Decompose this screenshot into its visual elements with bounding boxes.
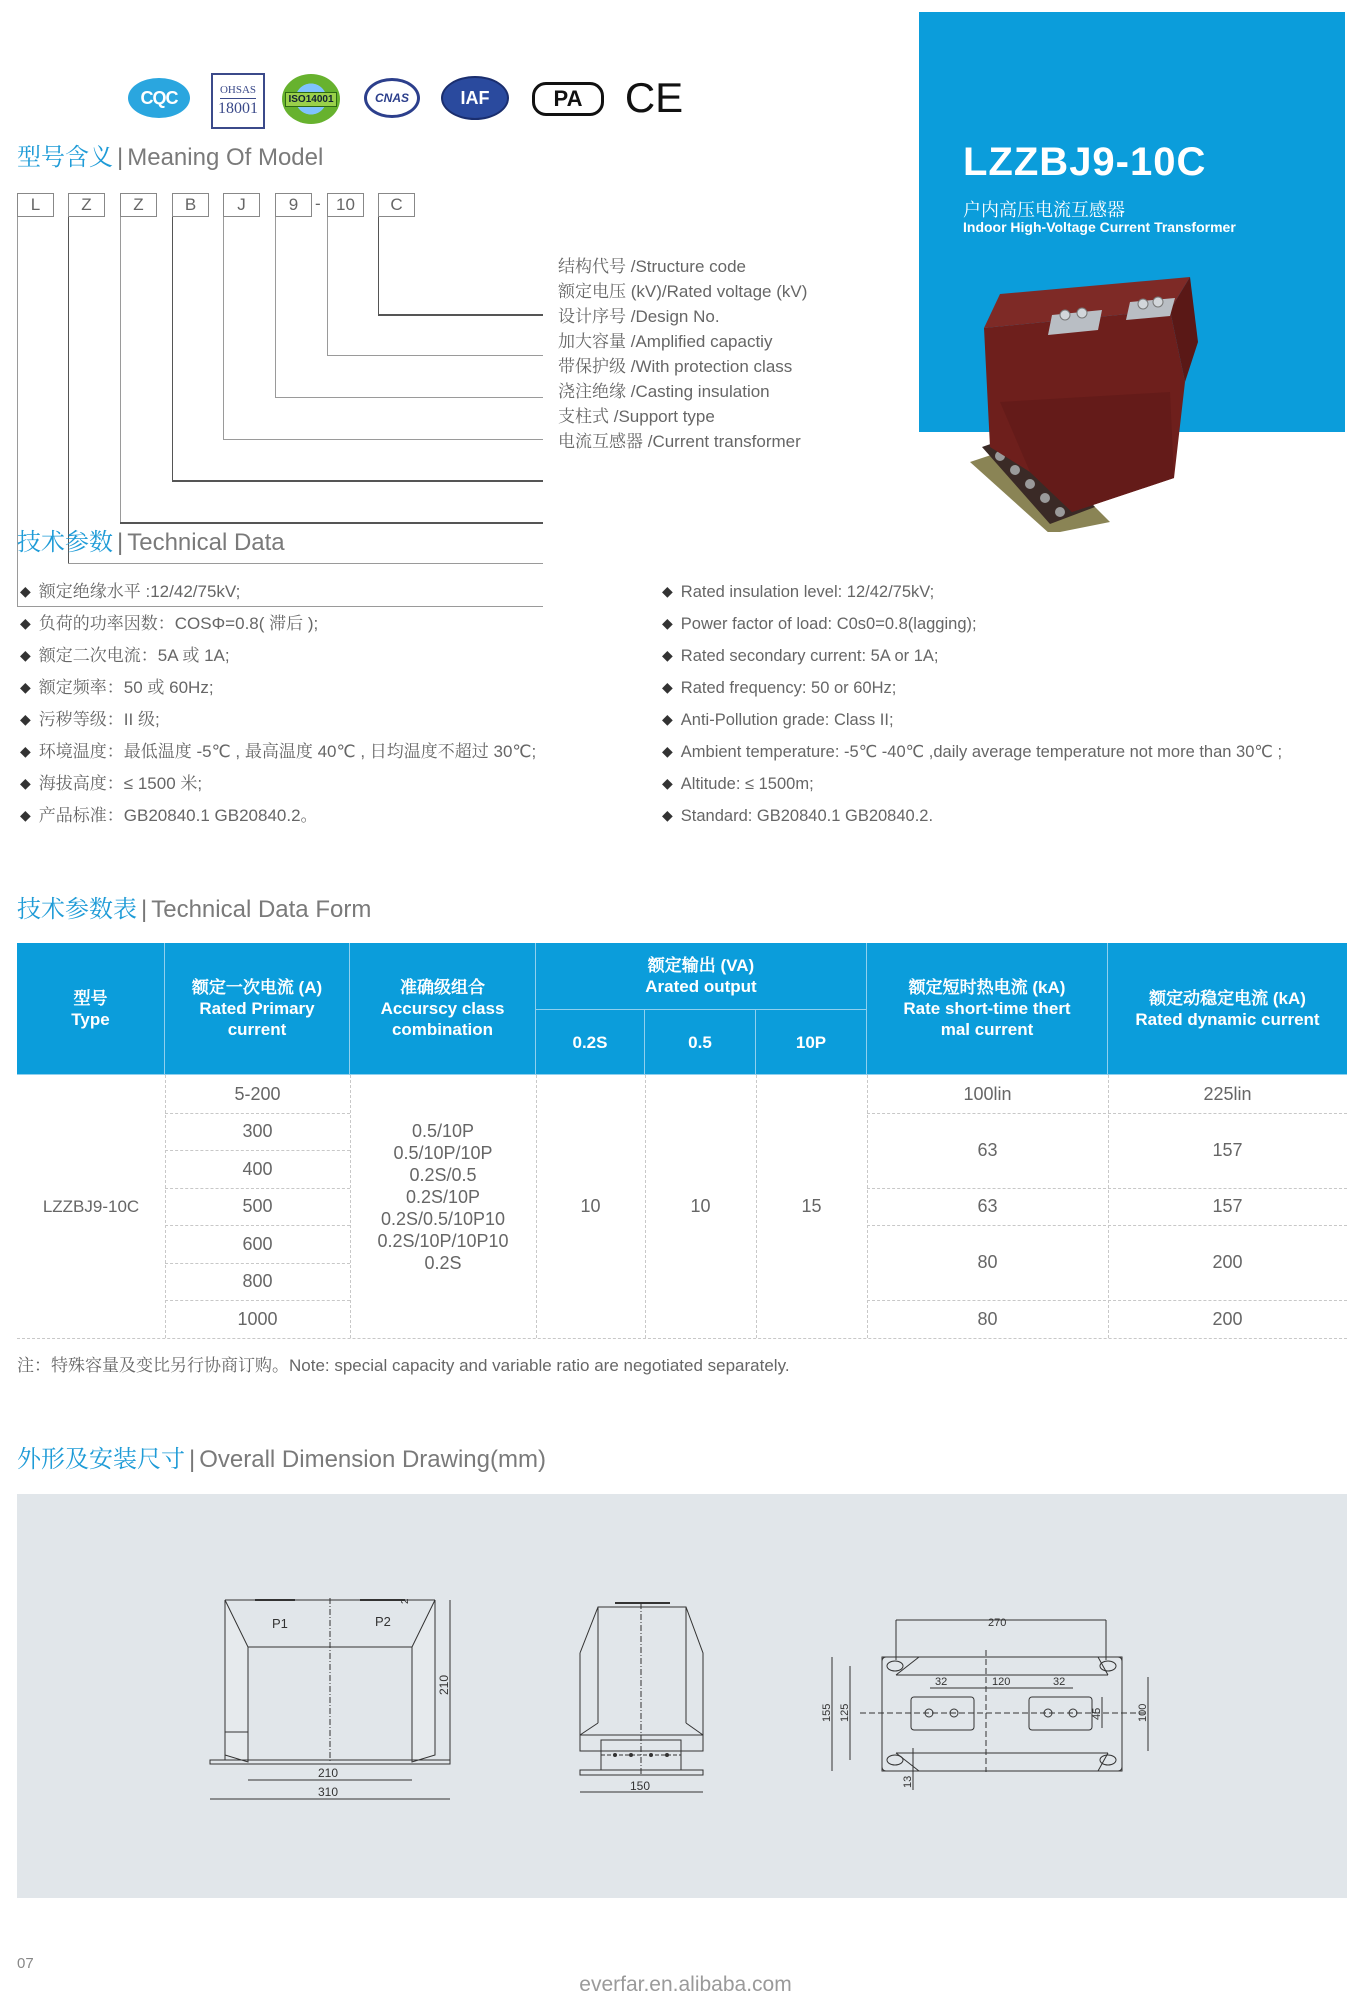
cell-thermal-current: 100lin: [963, 1083, 1012, 1104]
section-title-data-form: 技术参数表 | Technical Data Form: [17, 896, 372, 923]
diamond-bullet-icon: ◆: [20, 711, 31, 727]
header-output-10p: 10P: [756, 1010, 867, 1075]
spec-item: ◆ 污秽等级：II 级;: [20, 710, 160, 729]
leader-line: [223, 217, 224, 440]
leader-line: [172, 480, 543, 482]
callout-structure-code: 结构代号 /Structure code: [558, 257, 747, 276]
svg-text:32: 32: [1053, 1676, 1066, 1688]
cell-primary-current: 800: [242, 1271, 273, 1291]
leader-line: [68, 563, 543, 564]
svg-text:2: 2: [400, 1598, 411, 1604]
cell-output-02s: 10: [580, 1196, 601, 1216]
diamond-bullet-icon: ◆: [20, 807, 31, 823]
cell-primary-current: 300: [242, 1121, 273, 1141]
cell-primary-current: 400: [242, 1158, 273, 1179]
code-letter-z: Z: [120, 193, 157, 217]
leader-line: [327, 217, 328, 356]
spec-item: ◆ 额定二次电流：5A 或 1A;: [20, 646, 230, 665]
diamond-bullet-icon: ◆: [662, 775, 673, 791]
base-view-drawing: [800, 1600, 1180, 1800]
ce-logo: CE: [624, 74, 684, 121]
header-type: 型号 Type: [17, 943, 165, 1075]
header-thermal-current: 额定短时热电流 (kA) Rate short-time thert mal current: [867, 943, 1108, 1075]
leader-line: [275, 217, 276, 398]
diamond-bullet-icon: ◆: [662, 711, 673, 727]
diamond-bullet-icon: ◆: [662, 743, 673, 759]
cell-type: LZZBJ9-10C: [42, 1196, 140, 1216]
callout-casting-insulation: 浇注绝缘 /Casting insulation: [558, 382, 770, 401]
iaf-logo: IAF: [441, 76, 509, 120]
cnas-logo: CNAS: [364, 78, 420, 118]
callout-current-transformer: 电流互感器 /Current transformer: [558, 432, 801, 451]
cell-primary-current: 500: [242, 1196, 273, 1216]
side-view-drawing: [575, 1595, 715, 1810]
diamond-bullet-icon: ◆: [662, 583, 673, 599]
diamond-bullet-icon: ◆: [20, 679, 31, 695]
callout-protection-class: 带保护级 /With protection class: [558, 357, 793, 376]
product-image: [960, 272, 1230, 532]
spec-item: ◆ Power factor of load: C0s0=0.8(lagging);: [662, 615, 977, 633]
diamond-bullet-icon: ◆: [662, 679, 673, 695]
callout-amplified-capacity: 加大容量 /Amplified capactiy: [558, 332, 773, 351]
cell-output-05: 10: [690, 1196, 711, 1216]
svg-text:125: 125: [839, 1703, 851, 1722]
diamond-bullet-icon: ◆: [20, 647, 31, 663]
cell-output-10p: 15: [801, 1196, 822, 1216]
diamond-bullet-icon: ◆: [20, 615, 31, 631]
leader-line: [378, 217, 379, 315]
table-note: 注：特殊容量及变比另行协商订购。Note: special capacity and variable ratio are negotiated separately.: [17, 1356, 790, 1375]
cell-primary-current: 5-200: [234, 1083, 281, 1104]
cell-accuracy-combinations: 0.5/10P 0.5/10P/10P 0.2S/0.5 0.2S/10P 0.2S/0.5/10P10 0.2S/10P/10P10 0.2S: [377, 1120, 509, 1273]
cell-thermal-current: 63: [977, 1196, 998, 1216]
spec-item: ◆ 海拔高度：≤ 1500 米;: [20, 774, 203, 793]
callout-rated-voltage: 额定电压 (kV)/Rated voltage (kV): [558, 282, 808, 301]
cqc-logo: CQC: [128, 78, 190, 118]
header-dynamic-current: 额定动稳定电流 (kA) Rated dynamic current: [1108, 943, 1347, 1075]
leader-line: [223, 439, 543, 440]
ohsas-logo: OHSAS 18001: [211, 73, 265, 129]
code-letter-l: L: [17, 193, 54, 217]
spec-item: ◆ Ambient temperature: -5℃ -40℃ ,daily average temperature not more than 30℃ ;: [662, 743, 1283, 761]
svg-text:210: 210: [318, 1766, 339, 1780]
code-dash: -: [315, 194, 321, 213]
callout-support-type: 支柱式 /Support type: [558, 407, 715, 426]
cell-dynamic-current: 157: [1212, 1196, 1243, 1216]
product-model-title: LZZBJ9-10C: [963, 140, 1207, 184]
pa-logo: PA: [532, 82, 604, 116]
header-output-02s: 0.2S: [536, 1010, 645, 1075]
cell-primary-current: 1000: [237, 1308, 278, 1329]
section-title-model-meaning: 型号含义 | Meaning Of Model: [17, 144, 324, 171]
leader-line: [120, 217, 121, 523]
code-letter-z: Z: [68, 193, 105, 217]
svg-text:120: 120: [992, 1676, 1011, 1688]
diamond-bullet-icon: ◆: [20, 583, 31, 599]
header-accuracy-class: 准确级组合 Accurscy class combination: [350, 943, 536, 1075]
spec-item: ◆ Standard: GB20840.1 GB20840.2.: [662, 807, 934, 825]
cell-dynamic-current: 200: [1212, 1252, 1243, 1272]
code-structure: C: [378, 193, 415, 217]
spec-item: ◆ Anti-Pollution grade: Class II;: [662, 711, 894, 729]
spec-item: ◆ 环境温度：最低温度 -5℃ , 最高温度 40℃ , 日均温度不超过 30℃;: [20, 742, 537, 761]
svg-text:45: 45: [1091, 1707, 1103, 1720]
svg-text:155: 155: [821, 1703, 833, 1722]
svg-text:100: 100: [1137, 1703, 1149, 1722]
cell-dynamic-current: 157: [1212, 1140, 1243, 1160]
spec-list-en: [662, 576, 1282, 832]
technical-data-table: [17, 943, 1347, 1338]
header-primary-current: 额定一次电流 (A) Rated Primary current: [165, 943, 350, 1075]
cell-dynamic-current: 225lin: [1203, 1083, 1252, 1104]
section-title-technical-data: 技术参数 | Technical Data: [17, 529, 285, 556]
diamond-bullet-icon: ◆: [662, 807, 673, 823]
svg-text:270: 270: [988, 1617, 1007, 1629]
diamond-bullet-icon: ◆: [20, 775, 31, 791]
cell-thermal-current: 63: [977, 1140, 998, 1160]
spec-item: ◆ 负荷的功率因数：COSΦ=0.8( 滞后 );: [20, 614, 319, 633]
header-output-05: 0.5: [645, 1010, 756, 1075]
cell-primary-current: 600: [242, 1233, 273, 1254]
spec-item: ◆ Rated insulation level: 12/42/75kV;: [662, 583, 935, 601]
code-letter-b: B: [172, 193, 209, 217]
spec-item: ◆ Rated frequency: 50 or 60Hz;: [662, 679, 897, 697]
svg-text:210: 210: [437, 1674, 451, 1695]
spec-list-cn: [20, 576, 536, 832]
svg-text:P2: P2: [375, 1614, 391, 1629]
front-view-drawing: [200, 1590, 480, 1810]
cell-thermal-current: 80: [977, 1308, 998, 1329]
code-design-no: 9: [275, 193, 312, 217]
svg-text:P1: P1: [272, 1616, 288, 1631]
svg-text:13: 13: [902, 1775, 914, 1788]
spec-item: ◆ 额定绝缘水平 :12/42/75kV;: [20, 582, 241, 601]
diamond-bullet-icon: ◆: [662, 615, 673, 631]
iso14001-logo: ISO14001: [282, 74, 340, 124]
diamond-bullet-icon: ◆: [20, 743, 31, 759]
svg-text:150: 150: [630, 1779, 651, 1793]
code-letter-j: J: [223, 193, 260, 217]
section-title-dimension-drawing: 外形及安装尺寸 | Overall Dimension Drawing(mm): [17, 1446, 546, 1473]
leader-line: [327, 355, 543, 356]
cell-dynamic-current: 200: [1212, 1308, 1243, 1329]
product-name-cn: 户内高压电流互感器: [963, 200, 1125, 220]
code-voltage: 10: [327, 193, 364, 217]
leader-line: [172, 217, 173, 481]
spec-item: ◆ 额定频率：50 或 60Hz;: [20, 678, 214, 697]
spec-item: ◆ 产品标准：GB20840.1 GB20840.2。: [20, 806, 318, 825]
header-rated-output: 额定输出 (VA) Arated output: [536, 943, 867, 1010]
callout-design-no: 设计序号 /Design No.: [558, 307, 720, 326]
leader-line: [378, 314, 543, 316]
leader-line: [68, 217, 69, 564]
cell-thermal-current: 80: [977, 1252, 998, 1272]
spec-item: ◆ Altitude: ≤ 1500m;: [662, 775, 814, 793]
spec-item: ◆ Rated secondary current: 5A or 1A;: [662, 647, 939, 665]
footer-url: everfar.en.alibaba.com: [579, 1973, 792, 1996]
svg-text:32: 32: [935, 1676, 948, 1688]
diamond-bullet-icon: ◆: [662, 647, 673, 663]
svg-text:310: 310: [318, 1785, 339, 1799]
page-number: 07: [17, 1955, 34, 1972]
leader-line: [275, 397, 543, 398]
product-name-en: Indoor High-Voltage Current Transformer: [963, 219, 1236, 235]
